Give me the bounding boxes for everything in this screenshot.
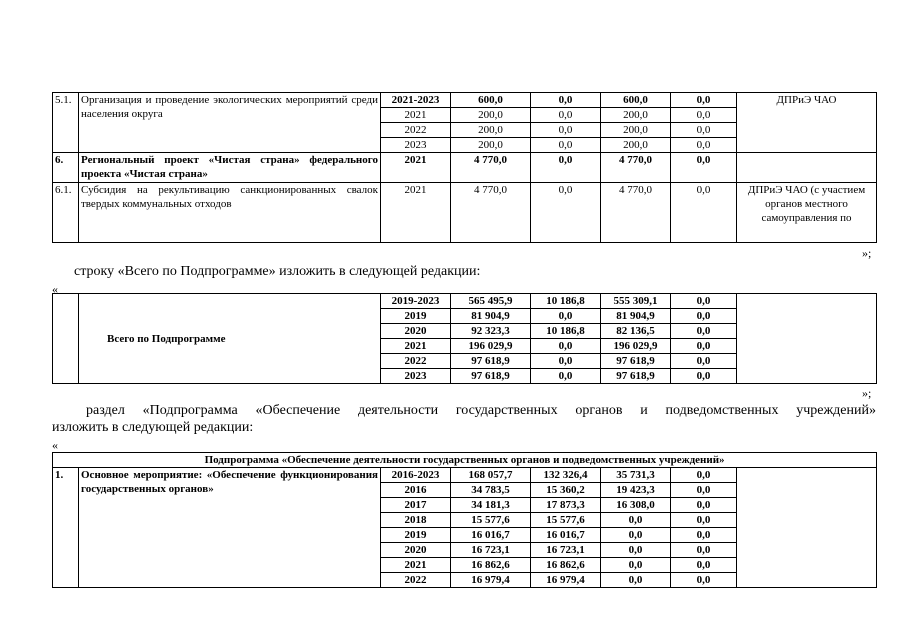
year-cell: 2016 <box>381 483 451 498</box>
total-cell: 92 323,3 <box>451 324 531 339</box>
fed-cell: 16 723,1 <box>531 543 601 558</box>
row-name: Основное мероприятие: «Обеспечение функционирования государственных органов» <box>79 468 381 588</box>
reg-cell: 600,0 <box>601 93 671 108</box>
reg-cell: 35 731,3 <box>601 468 671 483</box>
year-cell: 2019-2023 <box>381 294 451 309</box>
executor-cell <box>737 468 877 588</box>
fed-cell: 16 979,4 <box>531 573 601 588</box>
other-cell: 0,0 <box>671 294 737 309</box>
year-cell: 2023 <box>381 369 451 384</box>
year-cell: 2021 <box>381 183 451 243</box>
fed-cell: 0,0 <box>531 108 601 123</box>
reg-cell: 0,0 <box>601 558 671 573</box>
other-cell: 0,0 <box>671 558 737 573</box>
other-cell: 0,0 <box>671 543 737 558</box>
fed-cell: 0,0 <box>531 339 601 354</box>
year-cell: 2022 <box>381 573 451 588</box>
total-cell: 4 770,0 <box>451 183 531 243</box>
table-environment-measures <box>52 92 877 243</box>
close-quote: »; <box>862 246 872 260</box>
reg-cell: 200,0 <box>601 138 671 153</box>
other-cell: 0,0 <box>671 153 737 183</box>
fed-cell: 0,0 <box>531 93 601 108</box>
other-cell: 0,0 <box>671 309 737 324</box>
other-cell: 0,0 <box>671 138 737 153</box>
fed-cell: 0,0 <box>531 354 601 369</box>
year-cell: 2021 <box>381 339 451 354</box>
total-cell: 16 862,6 <box>451 558 531 573</box>
reg-cell: 200,0 <box>601 108 671 123</box>
total-label: Всего по Подпрограмме <box>79 294 381 384</box>
table-row <box>53 468 877 483</box>
reg-cell: 555 309,1 <box>601 294 671 309</box>
fed-cell: 0,0 <box>531 123 601 138</box>
year-cell: 2019 <box>381 528 451 543</box>
fed-cell: 16 016,7 <box>531 528 601 543</box>
table-row <box>53 153 877 183</box>
other-cell: 0,0 <box>671 93 737 108</box>
fed-cell: 10 186,8 <box>531 324 601 339</box>
total-cell: 34 783,5 <box>451 483 531 498</box>
reg-cell: 81 904,9 <box>601 309 671 324</box>
fed-cell: 0,0 <box>531 138 601 153</box>
other-cell: 0,0 <box>671 108 737 123</box>
other-cell: 0,0 <box>671 483 737 498</box>
reg-cell: 19 423,3 <box>601 483 671 498</box>
total-cell: 16 723,1 <box>451 543 531 558</box>
year-cell: 2021 <box>381 108 451 123</box>
other-cell: 0,0 <box>671 528 737 543</box>
total-cell: 16 979,4 <box>451 573 531 588</box>
table-row <box>53 294 877 309</box>
reg-cell: 0,0 <box>601 543 671 558</box>
total-cell: 34 181,3 <box>451 498 531 513</box>
close-quote: »; <box>862 386 872 400</box>
row-number <box>53 294 79 384</box>
total-cell: 565 495,9 <box>451 294 531 309</box>
executor-cell: ДПРиЭ ЧАО (с участием органов местного самоуправления по <box>737 183 877 243</box>
total-cell: 200,0 <box>451 138 531 153</box>
other-cell: 0,0 <box>671 123 737 138</box>
total-cell: 81 904,9 <box>451 309 531 324</box>
instruction-text-continued: изложить в следующей редакции: <box>52 420 254 435</box>
year-cell: 2020 <box>381 543 451 558</box>
fed-cell: 15 360,2 <box>531 483 601 498</box>
reg-cell: 196 029,9 <box>601 339 671 354</box>
table-row <box>53 453 877 468</box>
open-quote: « <box>52 282 58 296</box>
reg-cell: 82 136,5 <box>601 324 671 339</box>
other-cell: 0,0 <box>671 498 737 513</box>
fed-cell: 132 326,4 <box>531 468 601 483</box>
total-cell: 16 016,7 <box>451 528 531 543</box>
year-cell: 2022 <box>381 123 451 138</box>
table-row <box>53 183 877 243</box>
reg-cell: 16 308,0 <box>601 498 671 513</box>
reg-cell: 0,0 <box>601 513 671 528</box>
executor-cell <box>737 153 877 183</box>
reg-cell: 0,0 <box>601 573 671 588</box>
table-subprogram-agencies <box>52 452 877 588</box>
row-name: Региональный проект «Чистая страна» федерального проекта «Чистая страна» <box>79 153 381 183</box>
reg-cell: 97 618,9 <box>601 369 671 384</box>
year-cell: 2016-2023 <box>381 468 451 483</box>
reg-cell: 200,0 <box>601 123 671 138</box>
reg-cell: 4 770,0 <box>601 153 671 183</box>
executor-cell <box>737 294 877 384</box>
other-cell: 0,0 <box>671 339 737 354</box>
total-cell: 97 618,9 <box>451 354 531 369</box>
fed-cell: 0,0 <box>531 153 601 183</box>
reg-cell: 4 770,0 <box>601 183 671 243</box>
year-cell: 2022 <box>381 354 451 369</box>
total-cell: 200,0 <box>451 123 531 138</box>
other-cell: 0,0 <box>671 354 737 369</box>
total-cell: 196 029,9 <box>451 339 531 354</box>
year-cell: 2021 <box>381 558 451 573</box>
year-cell: 2017 <box>381 498 451 513</box>
fed-cell: 10 186,8 <box>531 294 601 309</box>
fed-cell: 15 577,6 <box>531 513 601 528</box>
reg-cell: 0,0 <box>601 528 671 543</box>
fed-cell: 0,0 <box>531 369 601 384</box>
row-number: 5.1. <box>53 93 79 153</box>
instruction-text: раздел «Подпрограмма «Обеспечение деятельности государственных органов и подведомственных учреждений» <box>86 403 876 418</box>
other-cell: 0,0 <box>671 513 737 528</box>
row-name: Субсидия на рекультивацию санкционированных свалок твердых коммунальных отходов <box>79 183 381 243</box>
reg-cell: 97 618,9 <box>601 354 671 369</box>
fed-cell: 0,0 <box>531 183 601 243</box>
total-cell: 168 057,7 <box>451 468 531 483</box>
executor-cell: ДПРиЭ ЧАО <box>737 93 877 153</box>
instruction-text: строку «Всего по Подпрограмме» изложить в следующей редакции: <box>74 264 481 279</box>
row-number: 6.1. <box>53 183 79 243</box>
open-quote: « <box>52 438 58 452</box>
fed-cell: 17 873,3 <box>531 498 601 513</box>
other-cell: 0,0 <box>671 183 737 243</box>
year-cell: 2021 <box>381 153 451 183</box>
year-cell: 2019 <box>381 309 451 324</box>
other-cell: 0,0 <box>671 324 737 339</box>
year-cell: 2018 <box>381 513 451 528</box>
table-subprogram-total <box>52 293 877 384</box>
total-cell: 15 577,6 <box>451 513 531 528</box>
year-cell: 2021-2023 <box>381 93 451 108</box>
other-cell: 0,0 <box>671 369 737 384</box>
year-cell: 2020 <box>381 324 451 339</box>
other-cell: 0,0 <box>671 468 737 483</box>
year-cell: 2023 <box>381 138 451 153</box>
row-number: 6. <box>53 153 79 183</box>
total-cell: 97 618,9 <box>451 369 531 384</box>
row-number: 1. <box>53 468 79 588</box>
subprogram-title: Подпрограмма «Обеспечение деятельности государственных органов и подведомственных учреждений» <box>53 453 877 468</box>
row-name: Организация и проведение экологических мероприятий среди населения округа <box>79 93 381 153</box>
fed-cell: 16 862,6 <box>531 558 601 573</box>
other-cell: 0,0 <box>671 573 737 588</box>
fed-cell: 0,0 <box>531 309 601 324</box>
total-cell: 200,0 <box>451 108 531 123</box>
total-cell: 4 770,0 <box>451 153 531 183</box>
table-row <box>53 93 877 108</box>
total-cell: 600,0 <box>451 93 531 108</box>
